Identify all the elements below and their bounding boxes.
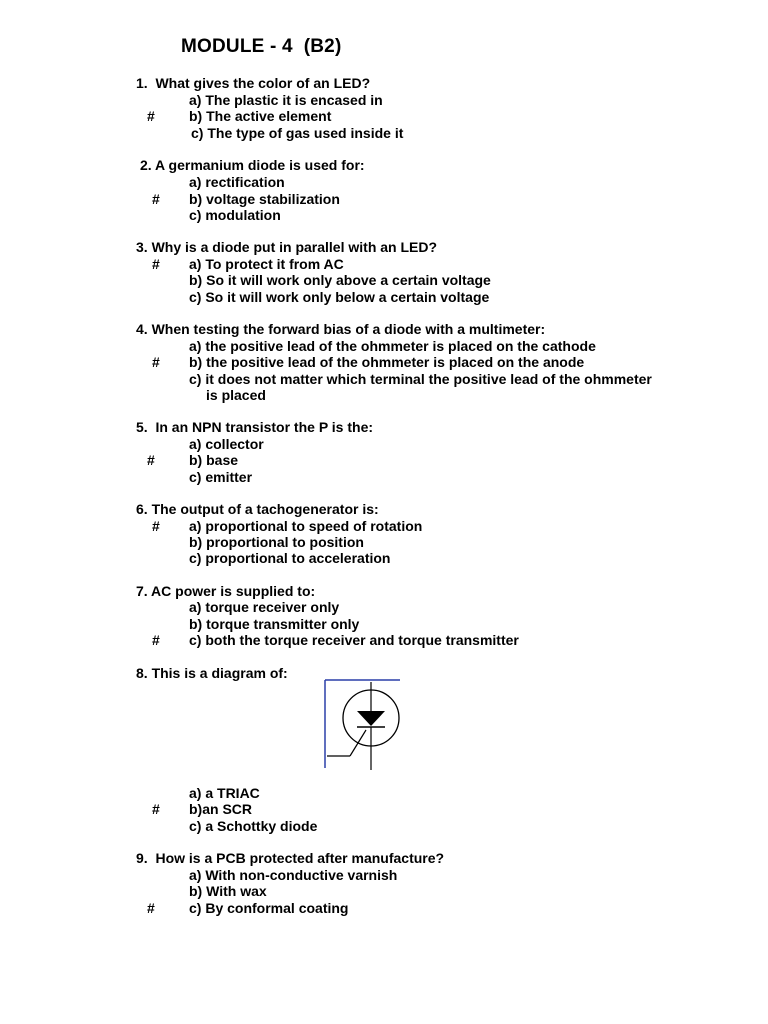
question-8: 8. This is a diagram of: [136, 665, 288, 681]
question-5: 5. In an NPN transistor the P is the: [136, 419, 374, 435]
q9-option-b: b) With wax [189, 883, 267, 899]
q8-answer-mark: # [152, 801, 160, 817]
q5-answer-mark: # [147, 452, 155, 468]
q4-option-c-continued: is placed [206, 387, 266, 403]
q6-answer-mark: # [152, 518, 160, 534]
question-1: 1. What gives the color of an LED? [136, 75, 371, 91]
question-3: 3. Why is a diode put in parallel with an LED? [136, 239, 438, 255]
q2-option-b: b) voltage stabilization [189, 191, 340, 207]
q4-option-c: c) it does not matter which terminal the positive lead of the ohmmeter [189, 371, 652, 387]
q9-option-a: a) With non-conductive varnish [189, 867, 398, 883]
q3-answer-mark: # [152, 256, 160, 272]
q8-option-a: a) a TRIAC [189, 785, 260, 801]
q4-answer-mark: # [152, 354, 160, 370]
q7-option-b: b) torque transmitter only [189, 616, 360, 632]
q4-option-b: b) the positive lead of the ohmmeter is placed on the anode [189, 354, 585, 370]
q7-option-c: c) both the torque receiver and torque transmitter [189, 632, 519, 648]
q9-answer-mark: # [147, 900, 155, 916]
diagram-gate-lead-diagonal [350, 730, 366, 756]
q1-option-b: b) The active element [189, 108, 332, 124]
q3-option-c: c) So it will work only below a certain voltage [189, 289, 490, 305]
q1-option-a: a) The plastic it is encased in [189, 92, 383, 108]
q8-option-c: c) a Schottky diode [189, 818, 318, 834]
q5-option-c: c) emitter [189, 469, 253, 485]
q9-option-c: c) By conformal coating [189, 900, 349, 916]
q7-option-a: a) torque receiver only [189, 599, 340, 615]
q5-option-a: a) collector [189, 436, 264, 452]
q6-option-b: b) proportional to position [189, 534, 364, 550]
q2-option-a: a) rectification [189, 174, 285, 190]
q3-option-b: b) So it will work only above a certain voltage [189, 272, 491, 288]
q2-answer-mark: # [152, 191, 160, 207]
q3-option-a: a) To protect it from AC [189, 256, 344, 272]
q7-answer-mark: # [152, 632, 160, 648]
page-title: MODULE - 4 (B2) [181, 36, 342, 57]
q5-option-b: b) base [189, 452, 239, 468]
q4-option-a: a) the positive lead of the ohmmeter is placed on the cathode [189, 338, 596, 354]
question-7: 7. AC power is supplied to: [136, 583, 316, 599]
question-4: 4. When testing the forward bias of a diode with a multimeter: [136, 321, 546, 337]
question-9: 9. How is a PCB protected after manufacture? [136, 850, 445, 866]
q6-option-a: a) proportional to speed of rotation [189, 518, 423, 534]
question-2: 2. A germanium diode is used for: [140, 157, 365, 173]
q2-option-c: c) modulation [189, 207, 281, 223]
q1-option-c: c) The type of gas used inside it [191, 125, 404, 141]
question-6: 6. The output of a tachogenerator is: [136, 501, 379, 517]
q6-option-c: c) proportional to acceleration [189, 550, 391, 566]
q8-option-b: b)an SCR [189, 801, 252, 817]
q1-answer-mark: # [147, 108, 155, 124]
diagram-diode-triangle [357, 711, 385, 726]
scr-symbol-diagram [322, 678, 404, 772]
